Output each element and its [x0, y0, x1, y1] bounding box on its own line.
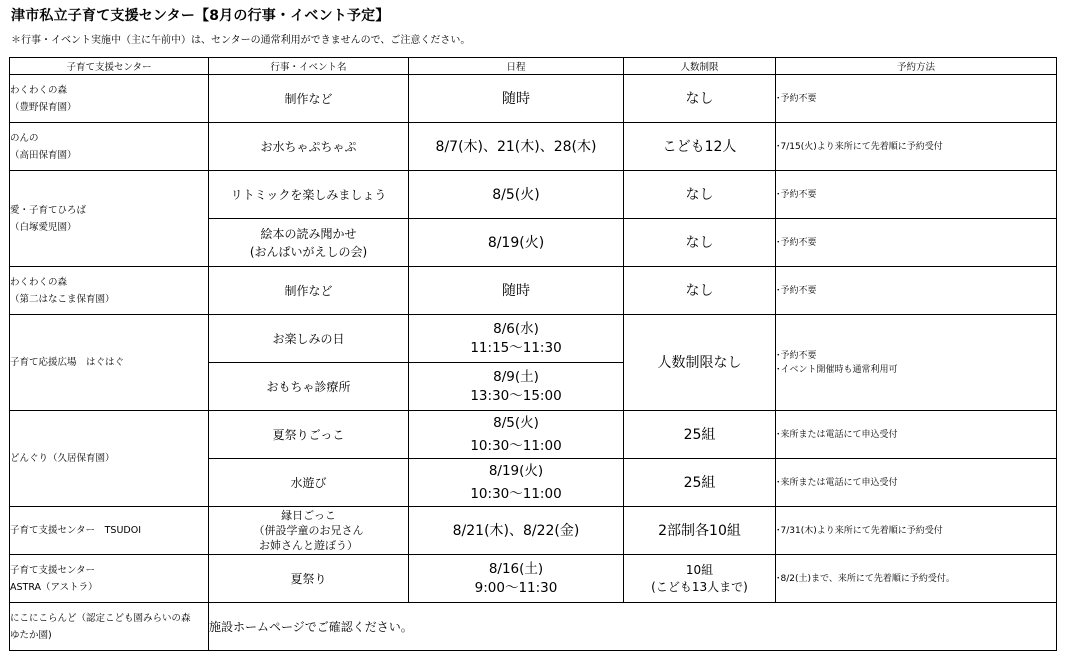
event-name: 絵本の読み聞かせ — [260, 226, 357, 241]
date-cell: 随時 — [409, 267, 624, 315]
reservation-cell: ･来所または電話にて申込受付 — [776, 459, 1057, 507]
info-cell: 施設ホームページでご確認ください。 — [209, 603, 1057, 651]
event-time: 10:30～11:00 — [470, 485, 562, 502]
limit-cell — [624, 555, 776, 603]
center-cell: 子育て支援センター TSUDOI — [10, 507, 209, 555]
event-cell — [209, 219, 409, 267]
event-cell: リトミックを楽しみましょう — [209, 171, 409, 219]
limit-cell: 25組 — [624, 459, 776, 507]
limit-cell: こども12人 — [624, 123, 776, 171]
event-cell: 制作など — [209, 267, 409, 315]
reservation-line: ･予約不要 — [776, 350, 817, 361]
event-date: 8/6(水) — [493, 320, 539, 337]
reservation-cell: ･予約不要 — [776, 219, 1057, 267]
event-cell: おもちゃ診療所 — [209, 363, 409, 411]
limit-cell: なし — [624, 267, 776, 315]
center-cell — [10, 555, 209, 603]
center-sub: （高田保育園） — [10, 149, 77, 161]
center-name: わくわくの森 — [10, 276, 68, 288]
reservation-cell: ･7/15(火)より来所にて先着順に予約受付 — [776, 123, 1057, 171]
table-header-row — [10, 58, 1057, 75]
event-date: 8/9(土) — [493, 368, 539, 385]
limit-cell: 2部制各10組 — [624, 507, 776, 555]
date-cell: 8/21(木)、8/22(金) — [409, 507, 624, 555]
reservation-cell: ･予約不要 — [776, 75, 1057, 123]
event-date: 8/16(土) — [488, 560, 544, 577]
table-row — [10, 267, 1057, 315]
schedule-table — [9, 57, 1057, 651]
limit-cell: なし — [624, 171, 776, 219]
event-cell: 夏祭り — [209, 555, 409, 603]
center-name: わくわくの森 — [10, 84, 68, 96]
center-cell — [10, 267, 209, 315]
reservation-cell: ･予約不要 — [776, 171, 1057, 219]
center-name: 愛・子育てひろば — [10, 204, 87, 216]
event-sub: （併設学童のお兄さん — [253, 524, 364, 537]
event-time: 10:30～11:00 — [470, 437, 562, 454]
event-time: 11:15～11:30 — [470, 339, 562, 356]
reservation-cell: ･7/31(木)より来所にて先着順に予約受付 — [776, 507, 1057, 555]
table-row — [10, 603, 1057, 651]
center-sub: ASTRA（アストラ） — [10, 581, 98, 593]
event-date: 8/5(火) — [493, 414, 539, 431]
notice-text: ＊行事・イベント実施中（主に午前中）は、センターの通常利用ができませんので、ご注意ください。 — [11, 35, 471, 46]
table-row — [10, 555, 1057, 603]
reservation-cell: ･予約不要 — [776, 267, 1057, 315]
event-cell: 夏祭りごっこ — [209, 411, 409, 459]
center-cell — [10, 75, 209, 123]
center-cell: どんぐり（久居保育園） — [10, 411, 209, 507]
center-name: 子育て支援センター — [10, 564, 96, 576]
table-row — [10, 123, 1057, 171]
reservation-cell: ･8/2(土)まで、来所にて先着順に予約受付。 — [776, 555, 1057, 603]
date-cell — [409, 555, 624, 603]
center-sub: （第二はなこま保育園） — [10, 293, 115, 305]
header-date: 日程 — [409, 58, 624, 75]
center-cell: 子育て応援広場 はぐはぐ — [10, 315, 209, 411]
limit-cell: なし — [624, 219, 776, 267]
limit-main: 10組 — [685, 562, 714, 577]
header-limit: 人数制限 — [624, 58, 776, 75]
page-title: 津市私立子育て支援センター【8月の行事・イベント予定】 — [11, 8, 390, 24]
table-row — [10, 75, 1057, 123]
center-sub: ゆたか園) — [10, 629, 52, 641]
event-date: 8/19(火) — [488, 462, 544, 479]
reservation-line: ･イベント開催時も通常利用可 — [776, 364, 898, 375]
event-cell: 制作など — [209, 75, 409, 123]
event-sub: (おんぱいがえしの会) — [249, 244, 368, 259]
event-sub: お姉さんと遊ぼう） — [259, 539, 358, 552]
event-cell: お水ちゃぷちゃぷ — [209, 123, 409, 171]
event-cell: お楽しみの日 — [209, 315, 409, 363]
date-cell — [409, 363, 624, 411]
limit-sub: (こども13人まで) — [651, 579, 748, 594]
event-name: 縁日ごっこ — [281, 509, 336, 522]
header-event: 行事・イベント名 — [209, 58, 409, 75]
date-cell — [409, 411, 624, 459]
table-row — [10, 411, 1057, 459]
center-cell — [10, 171, 209, 267]
date-cell — [409, 315, 624, 363]
event-time: 9:00～11:30 — [474, 579, 558, 596]
header-center: 子育て支援センター — [10, 58, 209, 75]
date-cell: 8/19(火) — [409, 219, 624, 267]
date-cell: 8/7(木)、21(木)、28(木) — [409, 123, 624, 171]
center-cell — [10, 123, 209, 171]
table-row — [10, 171, 1057, 219]
date-cell: 8/5(火) — [409, 171, 624, 219]
header-reservation: 予約方法 — [776, 58, 1057, 75]
center-sub: （豊野保育園） — [10, 101, 77, 113]
table-row — [10, 315, 1057, 363]
center-name: のんの — [10, 132, 39, 144]
date-cell: 随時 — [409, 75, 624, 123]
center-cell — [10, 603, 209, 651]
limit-cell: なし — [624, 75, 776, 123]
center-name: にこにこらんど（認定こども園みらいの森 — [10, 612, 191, 624]
table-row — [10, 507, 1057, 555]
limit-cell: 人数制限なし — [624, 315, 776, 411]
event-cell: 水遊び — [209, 459, 409, 507]
reservation-cell — [776, 315, 1057, 411]
event-time: 13:30～15:00 — [470, 387, 562, 404]
date-cell — [409, 459, 624, 507]
reservation-cell: ･来所または電話にて申込受付 — [776, 411, 1057, 459]
event-cell — [209, 507, 409, 555]
center-sub: （白塚愛児園） — [10, 221, 77, 233]
limit-cell: 25組 — [624, 411, 776, 459]
